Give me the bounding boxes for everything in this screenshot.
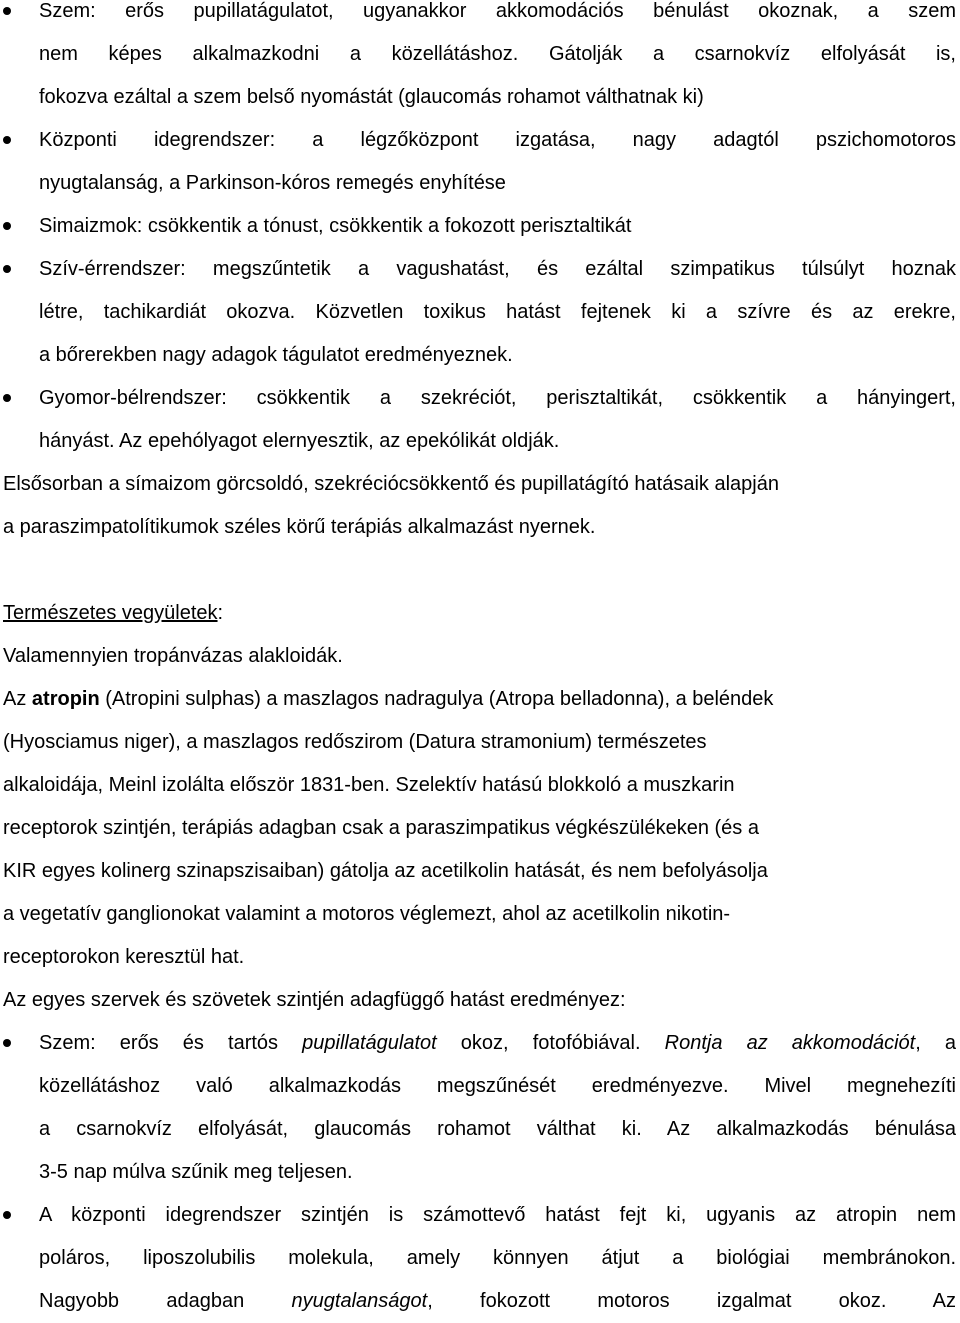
text-line: receptorok szintjén, terápiás adagban csak a paraszimpatikus végkészülékeken (és a [3,817,759,839]
text-line: receptorokon keresztül hat. [3,946,245,968]
text-line: Szem: erős pupillatágulatot, ugyanakkor akkomodációs bénulást okoznak, a szem [39,0,956,22]
text-line: nem képes alkalmazkodni a közellátáshoz. Gátolják a csarnokvíz elfolyását is, [39,43,956,65]
natural-compounds-heading [3,592,956,635]
list-item-atropin-eye [3,1022,956,1194]
list-item-cardiovascular-effects [3,248,956,377]
text-line: a bőrerekben nagy adagok tágulatot eredményeznek. [39,344,513,366]
bullet-icon [3,265,11,273]
text-line: fokozva ezáltal a szem belső nyomástát (glaucomás rohamot válthatnak ki) [39,86,704,108]
list-item-cns-effects [3,119,956,205]
text-line: alkaloidája, Meinl izolálta először 1831-ben. Szelektív hatású blokkoló a muszkarin [3,774,735,796]
text-run: Nagyobb adagban [39,1290,292,1312]
list-item-gastrointestinal-effects [3,377,956,463]
effects-list-top [3,0,956,463]
list-item-atropin-cns [3,1194,956,1323]
text-line: A központi idegrendszer szintjén is számottevő hatást fejt ki, ugyanis az atropin nem [39,1204,956,1226]
text-line: a vegetatív ganglionokat valamint a motoros véglemezt, ahol az acetilkolin nikotin- [3,903,731,925]
effects-list-bottom [3,1022,956,1323]
summary-paragraph [3,463,956,549]
text-line: Valamennyien tropánvázas alakloidák. [3,645,343,667]
text-line: Elsősorban a símaizom görcsoldó, szekréciócsökkentő és pupillatágító hatásaik alapján [3,473,779,495]
atropin-term: atropin [31,688,100,710]
text-line: a csarnokvíz elfolyását, glaucomás rohamot válthat ki. Az alkalmazkodás bénulása [39,1118,956,1140]
text-line: (Hyosciamus niger), a maszlagos redőszirom (Datura stramonium) természetes [3,731,707,753]
text-line: hányást. Az epehólyagot elernyesztik, az epekólikát oldják. [39,430,560,452]
section-heading: Természetes vegyületek [3,602,218,624]
italic-term: pupillatágulatot [302,1032,437,1054]
text-run: (Atropini sulphas) a maszlagos nadragulya (Atropa belladonna), a beléndek [99,688,774,710]
text-line: közellátáshoz való alkalmazkodás megszűnését eredményezve. Mivel megnehezíti [39,1075,956,1097]
bullet-icon [3,7,11,15]
text-line: poláros, liposzolubilis molekula, amely könnyen átjut a biológiai membránokon. [39,1247,956,1269]
text-run: Az [3,688,32,710]
text-line: létre, tachikardiát okozva. Közvetlen toxikus hatást fejtenek ki a szívre és az erekre, [39,301,956,323]
text-line: 3-5 nap múlva szűnik meg teljesen. [39,1161,353,1183]
text-line [3,678,956,721]
text-line: Gyomor-bélrendszer: csökkentik a szekréciót, perisztaltikát, csökkentik a hányingert, [39,387,956,409]
text-line: Szív-érrendszer: megszűntetik a vagushatást, és ezáltal szimpatikus túlsúlyt hoznak [39,258,956,280]
list-item-smooth-muscle-effects [3,205,956,248]
text-line: Simaizmok: csökkentik a tónust, csökkentik a fokozott perisztaltikát [39,215,632,237]
bullet-icon [3,136,11,144]
text-run: okoz, fotofóbiával. [436,1032,665,1054]
bullet-icon [3,1039,11,1047]
organs-intro [3,979,956,1022]
text-run: , fokozott motoros izgalmat okoz. Az [427,1290,956,1312]
text-line [39,1022,956,1065]
italic-term: nyugtalanságot [291,1290,428,1312]
natural-compounds-intro [3,635,956,678]
text-line: Az egyes szervek és szövetek szintjén adagfüggő hatást eredményez: [3,989,626,1011]
heading-colon: : [217,602,224,624]
bullet-icon [3,394,11,402]
text-run: , a [915,1032,956,1054]
text-line: Központi idegrendszer: a légzőközpont izgatása, nagy adagtól pszichomotoros [39,129,956,151]
bullet-icon [3,1211,11,1219]
blank-line [3,549,956,592]
italic-term: Rontja az akkomodációt [664,1032,916,1054]
text-line: a paraszimpatolítikumok széles körű terápiás alkalmazást nyernek. [3,516,596,538]
atropin-paragraph [3,678,956,979]
text-run: Szem: erős és tartós [39,1032,303,1054]
list-item-eye-effects [3,0,956,119]
bullet-icon [3,222,11,230]
document-page [3,0,956,1323]
text-line: nyugtalanság, a Parkinson-kóros remegés enyhítése [39,172,506,194]
text-line: KIR egyes kolinerg szinapszisaiban) gátolja az acetilkolin hatását, és nem befolyásolja [3,860,768,882]
text-line [39,1280,956,1323]
